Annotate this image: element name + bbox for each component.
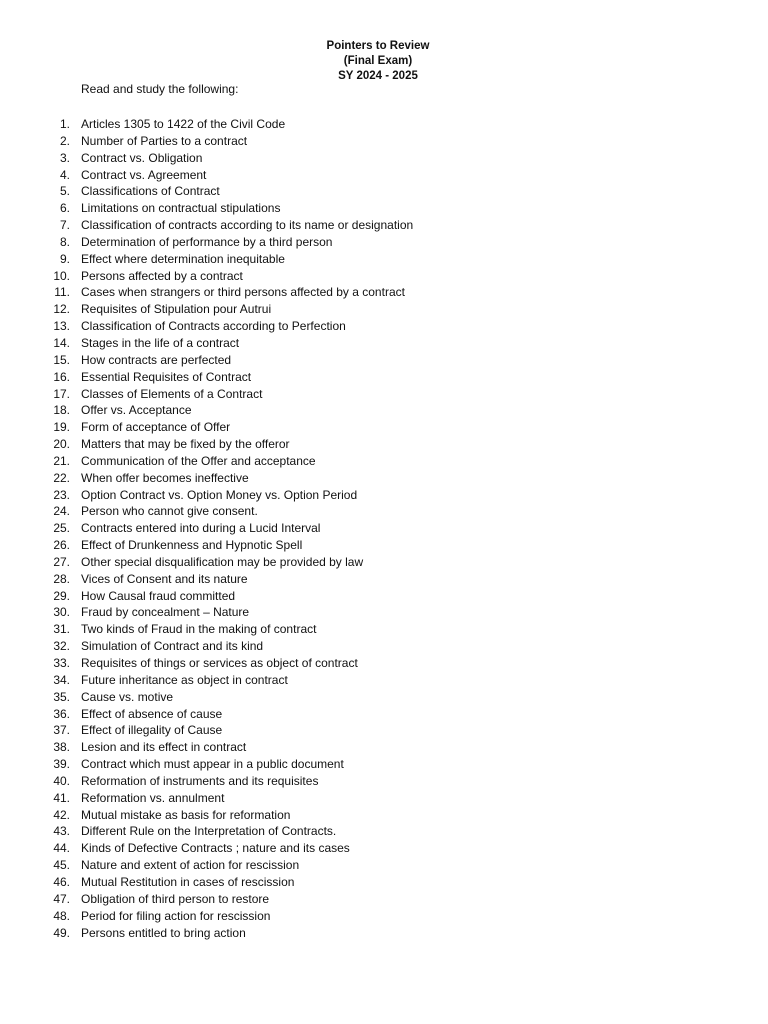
list-item-text: Option Contract vs. Option Money vs. Option Period [81,487,358,502]
list-item-number: 6. [59,201,70,216]
list-item-text: Classifications of Contract [81,184,220,199]
list-item-text: Contracts entered into during a Lucid Interval [81,521,321,536]
list-item-number: 41. [53,790,70,805]
list-item-number: 22. [53,470,70,485]
list-item-text: Stages in the life of a contract [81,335,240,350]
list-item-number: 2. [59,133,70,148]
list-item-text: Form of acceptance of Offer [81,420,231,435]
list-item-text: Vices of Consent and its nature [81,571,248,586]
list-item-number: 43. [53,824,70,839]
list-item-text: Two kinds of Fraud in the making of contract [81,622,317,637]
list-item-number: 42. [53,807,70,822]
list-item-text: Matters that may be fixed by the offeror [81,437,290,452]
list-item-number: 10. [53,268,70,283]
list-item-number: 24. [53,504,70,519]
list-item-text: Classes of Elements of a Contract [81,386,263,401]
document-title: Pointers to Review [326,40,430,52]
document-header [0,39,756,84]
list-item-number: 3. [59,150,70,165]
list-item-text: Cases when strangers or third persons affected by a contract [81,285,405,300]
list-item-number: 4. [59,167,70,182]
list-item-text: When offer becomes ineffective [81,470,249,485]
list-item-text: Future inheritance as object in contract [81,672,288,687]
list-item-text: Kinds of Defective Contracts ; nature and its cases [81,841,350,856]
list-item-text: Other special disqualification may be provided by law [81,554,364,569]
list-item-number: 29. [53,588,70,603]
list-item-text: Cause vs. motive [81,689,174,704]
list-item-number: 33. [53,656,70,670]
list-item-text: Effect of absence of cause [81,706,223,721]
list-item-number: 28. [53,571,70,586]
list-item-text: Nature and extent of action for rescission [81,858,300,873]
list-item-number: 39. [53,757,70,772]
intro-text: Read and study the following: [81,82,239,96]
list-item-number: 38. [53,740,70,755]
list-item-text: Essential Requisites of Contract [81,369,252,384]
list-item-text: Reformation of instruments and its requisites [81,773,319,788]
list-item-number: 17. [53,386,70,401]
list-item-text: Obligation of third person to restore [81,891,270,906]
list-item-number: 45. [53,858,70,873]
list-item-number: 9. [59,251,70,266]
list-item-text: Requisites of things or services as object of contract [81,656,358,670]
list-item-text: Persons affected by a contract [81,268,243,283]
list-item-text: Contract which must appear in a public document [81,757,344,772]
list-item-text: Limitations on contractual stipulations [81,201,281,216]
list-item-text: Simulation of Contract and its kind [81,639,264,654]
list-item-number: 23. [53,487,70,502]
list-item-text: Persons entitled to bring action [81,925,246,940]
list-item-number: 35. [53,689,70,704]
list-item-number: 32. [53,639,70,654]
list-item-text: Fraud by concealment – Nature [81,605,250,620]
list-item-text: Period for filing action for rescission [81,908,271,923]
list-item-number: 34. [53,672,70,687]
list-item-number: 49. [53,925,70,940]
list-item-number: 16. [53,369,70,384]
list-item-number: 37. [53,723,70,738]
list-item-number: 26. [53,538,70,553]
list-item-text: Articles 1305 to 1422 of the Civil Code [81,117,286,131]
list-item-number: 20. [53,437,70,452]
list-item-text: Classification of Contracts according to Perfection [81,319,346,334]
list-item-number: 18. [53,403,70,418]
list-item-text: Different Rule on the Interpretation of Contracts. [81,824,337,839]
list-item-number: 36. [53,706,70,721]
list-item-number: 27. [53,554,70,569]
list-item-text: Communication of the Offer and acceptance [81,453,316,468]
list-item-text: Person who cannot give consent. [81,504,258,519]
list-item-number: 14. [53,335,70,350]
list-item-text: Reformation vs. annulment [81,790,225,805]
list-item-text: Effect where determination inequitable [81,251,285,266]
list-item-text: Effect of Drunkenness and Hypnotic Spell [81,538,303,553]
list-item-text: Contract vs. Agreement [81,167,207,182]
list-item-number: 40. [53,773,70,788]
list-item-text: Mutual mistake as basis for reformation [81,807,291,822]
school-year: SY 2024 - 2025 [338,70,418,82]
list-item-number: 15. [53,352,70,367]
list-item-number: 11. [54,285,70,300]
list-item-text: Effect of illegality of Cause [81,723,223,738]
list-item-number: 46. [53,874,70,889]
list-item-number: 12. [53,302,70,317]
list-item-number: 13. [53,319,70,334]
list-item-number: 8. [59,234,70,249]
list-item-number: 5. [59,184,70,199]
list-item-text: Classification of contracts according to its name or designation [81,218,414,233]
list-item-number: 44. [53,841,70,856]
list-item-number: 1. [59,117,70,131]
list-item-text: Number of Parties to a contract [81,133,248,148]
list-item-text: How contracts are perfected [81,352,232,367]
list-item-text: Offer vs. Acceptance [81,403,192,418]
list-item-number: 48. [53,908,70,923]
list-item-text: How Causal fraud committed [81,588,236,603]
list-item-number: 31. [53,622,70,637]
list-item-text: Mutual Restitution in cases of rescission [81,874,295,889]
list-item-text: Lesion and its effect in contract [81,740,247,755]
list-item-number: 21. [53,453,70,468]
list-item-number: 25. [53,521,70,536]
list-item-text: Determination of performance by a third person [81,234,333,249]
list-item-text: Contract vs. Obligation [81,150,203,165]
list-item-number: 30. [53,605,70,620]
list-item-number: 7. [59,218,70,233]
list-item-number: 47. [53,891,70,906]
document-subtitle: (Final Exam) [343,55,413,67]
list-item-number: 19. [53,420,70,435]
list-item-text: Requisites of Stipulation pour Autrui [81,302,272,317]
